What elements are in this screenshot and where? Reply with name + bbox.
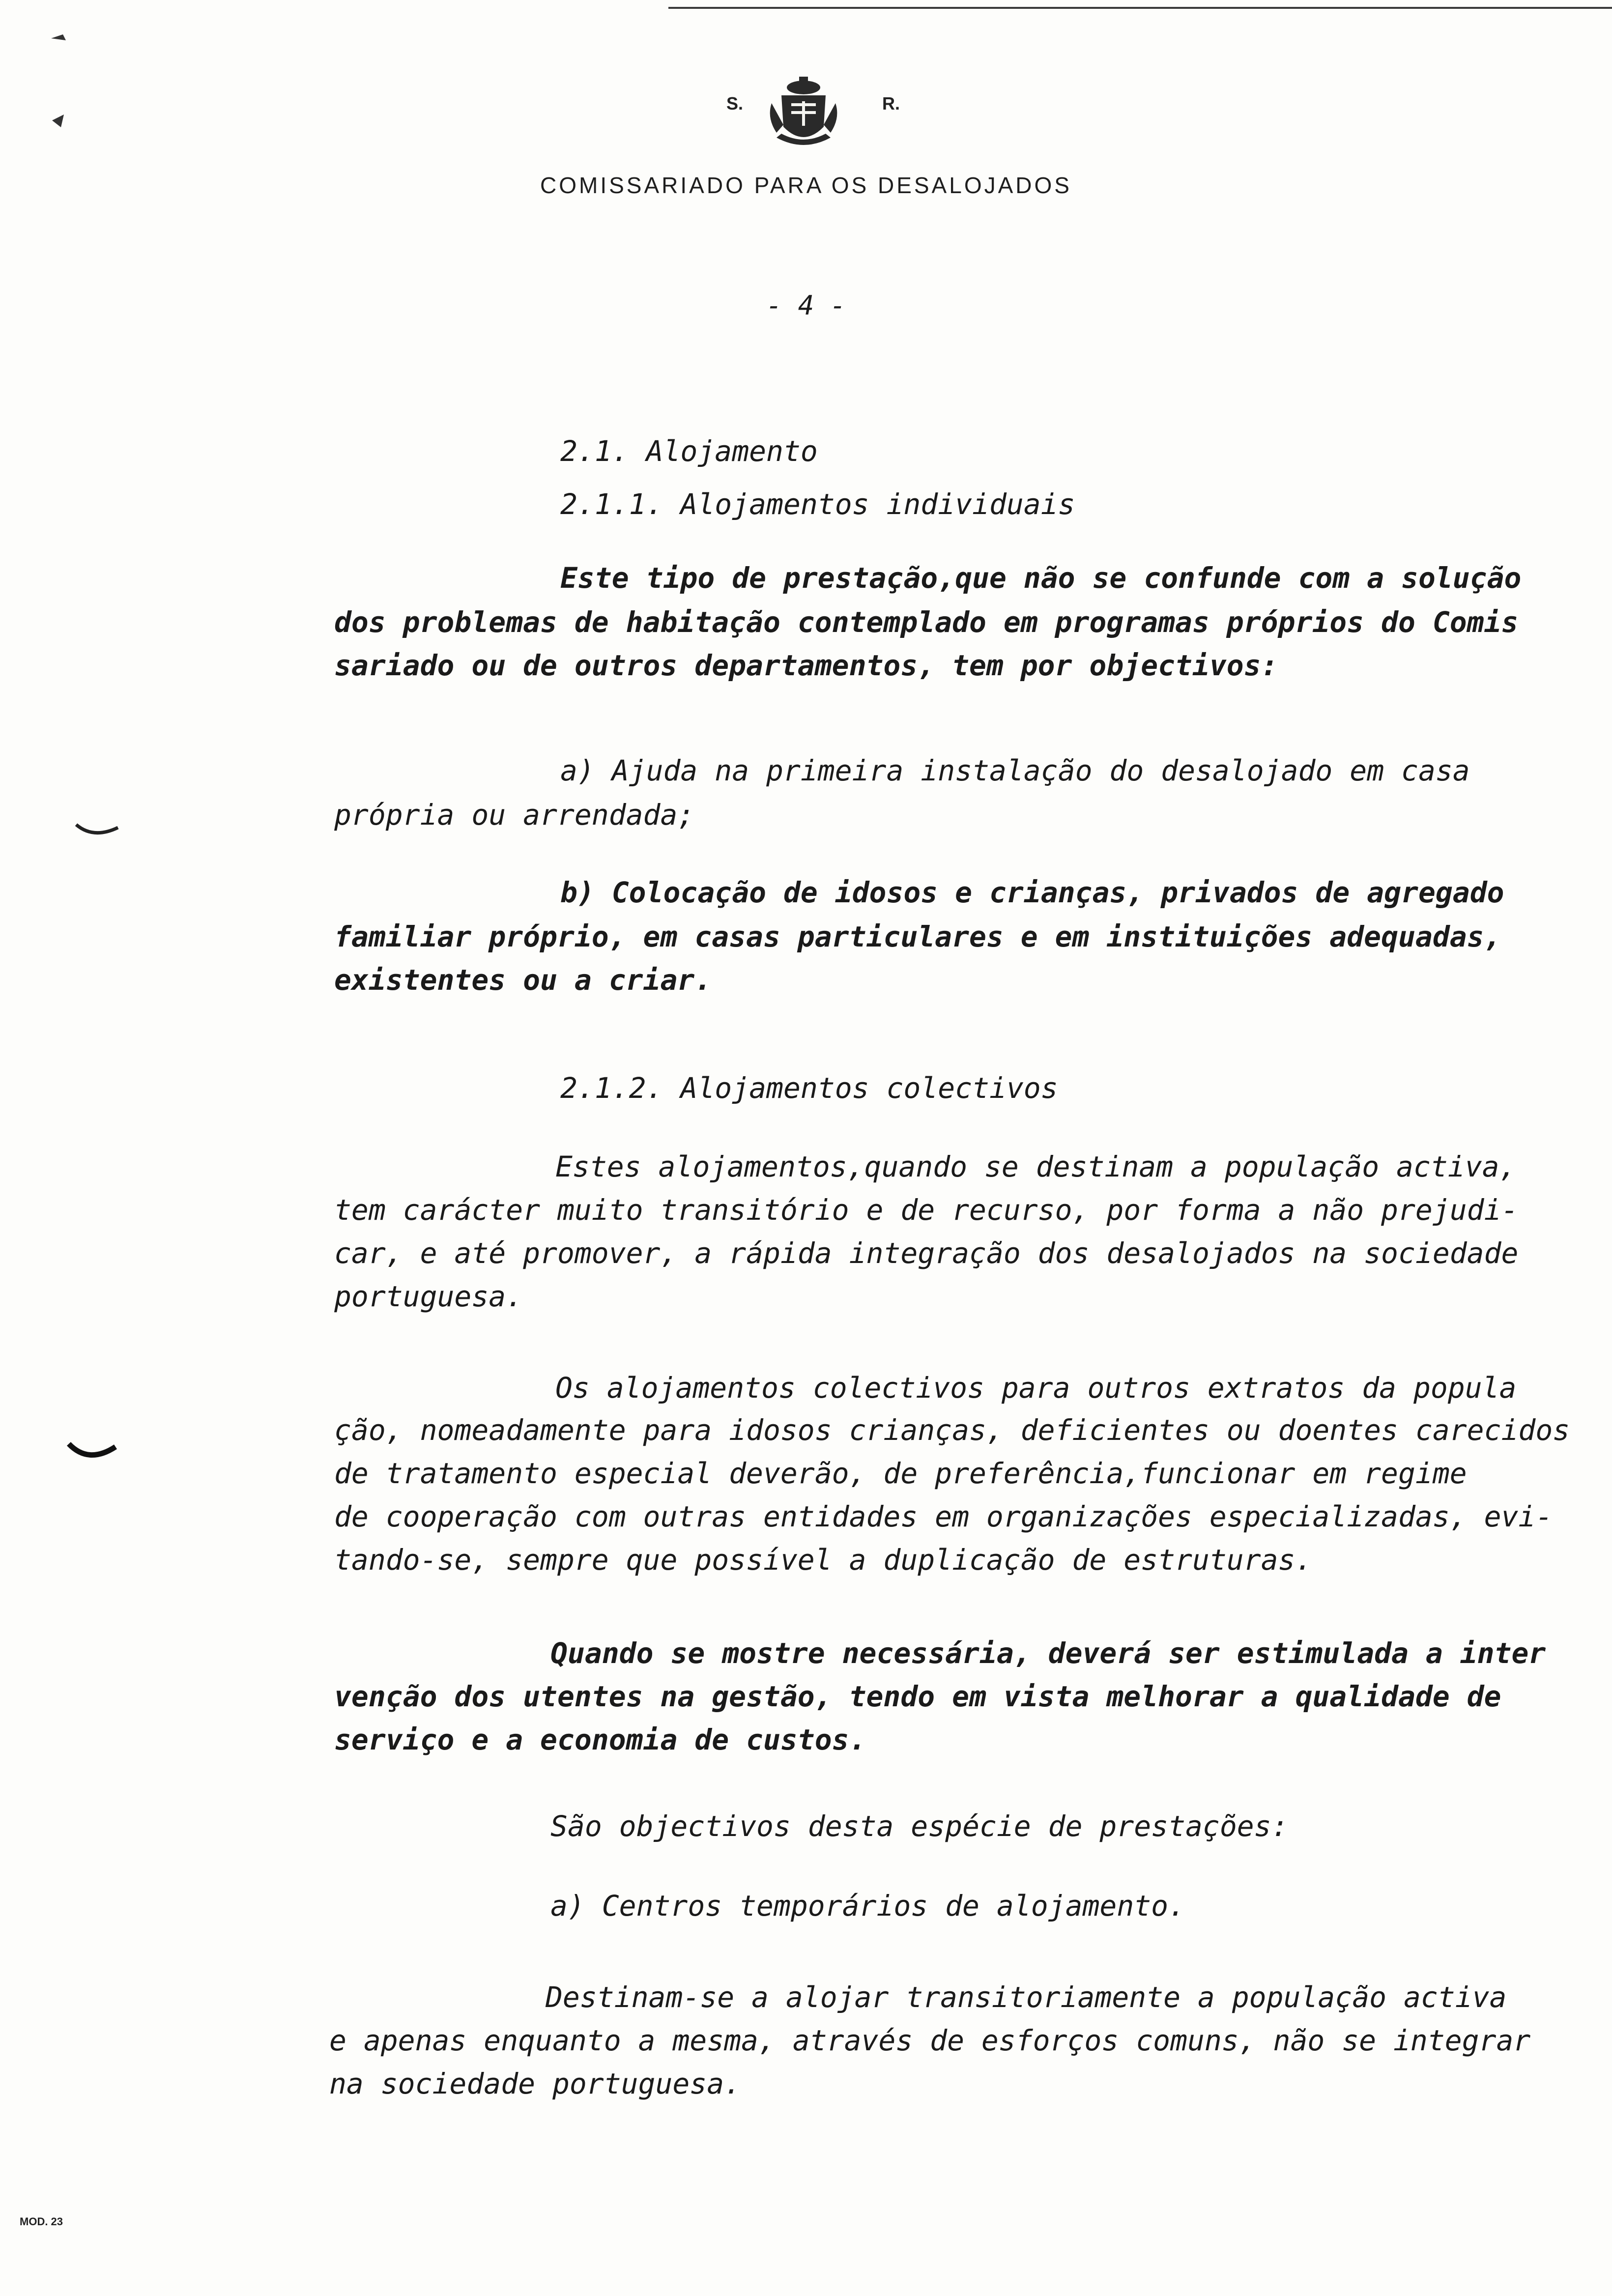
body-line: familiar próprio, em casas particulares e em instituições adequadas,	[334, 920, 1501, 953]
scan-speck	[49, 29, 69, 44]
body-line: de tratamento especial deverão, de preferência,funcionar em regime	[334, 1457, 1467, 1490]
scan-speck	[49, 111, 69, 130]
body-line: existentes ou a criar.	[334, 963, 712, 997]
subsection-heading: 2.1.1. Alojamentos individuais	[560, 488, 1075, 521]
body-line: a) Ajuda na primeira instalação do desalojado em casa	[560, 754, 1470, 787]
header-initial-s: S.	[726, 93, 744, 114]
body-line: car, e até promover, a rápida integração dos desalojados na sociedade	[334, 1236, 1519, 1270]
body-line: Estes alojamentos,quando se destinam a população activa,	[555, 1150, 1517, 1183]
punch-hole-mark	[74, 821, 123, 845]
body-line: na sociedade portuguesa.	[329, 2067, 742, 2100]
section-heading: 2.1. Alojamento	[560, 434, 818, 468]
body-line: São objectivos desta espécie de prestações:	[550, 1809, 1289, 1843]
body-line: Os alojamentos colectivos para outros extratos da popula	[555, 1371, 1517, 1405]
top-rule	[668, 7, 1612, 9]
body-line: tem carácter muito transitório e de recurso, por forma a não prejudi-	[334, 1193, 1519, 1227]
punch-hole-mark	[66, 1440, 120, 1469]
body-line: serviço e a economia de custos.	[334, 1723, 866, 1756]
subsection-heading: 2.1.2. Alojamentos colectivos	[560, 1071, 1058, 1105]
body-line: dos problemas de habitação contemplado em programas próprios do Comis	[334, 605, 1519, 639]
organization-name: COMISSARIADO PARA OS DESALOJADOS	[540, 172, 1072, 198]
page-number: - 4 -	[766, 290, 846, 321]
body-line: sariado ou de outros departamentos, tem por objectivos:	[334, 649, 1278, 682]
body-line: e apenas enquanto a mesma, através de esforços comuns, não se integrar	[329, 2024, 1531, 2057]
body-line: b) Colocação de idosos e crianças, privados de agregado	[560, 876, 1504, 909]
body-line: própria ou arrendada;	[334, 798, 695, 832]
body-line: de cooperação com outras entidades em organizações especializadas, evi-	[334, 1500, 1553, 1533]
coat-of-arms-icon	[767, 74, 840, 152]
body-line: ção, nomeadamente para idosos crianças, deficientes ou doentes carecidos	[334, 1413, 1570, 1447]
body-line: venção dos utentes na gestão, tendo em vista melhorar a qualidade de	[334, 1680, 1501, 1713]
body-line: Quando se mostre necessária, deverá ser estimulada a inter	[550, 1636, 1546, 1670]
list-item: a) Centros temporários de alojamento.	[550, 1889, 1186, 1923]
header-initial-r: R.	[882, 93, 900, 114]
body-line: Este tipo de prestação,que não se confunde com a solução	[560, 561, 1522, 595]
body-line: tando-se, sempre que possível a duplicação de estruturas.	[334, 1543, 1313, 1577]
form-code: MOD. 23	[20, 2215, 63, 2228]
body-line: Destinam-se a alojar transitoriamente a população activa	[546, 1980, 1507, 2014]
body-line: portuguesa.	[334, 1280, 523, 1313]
